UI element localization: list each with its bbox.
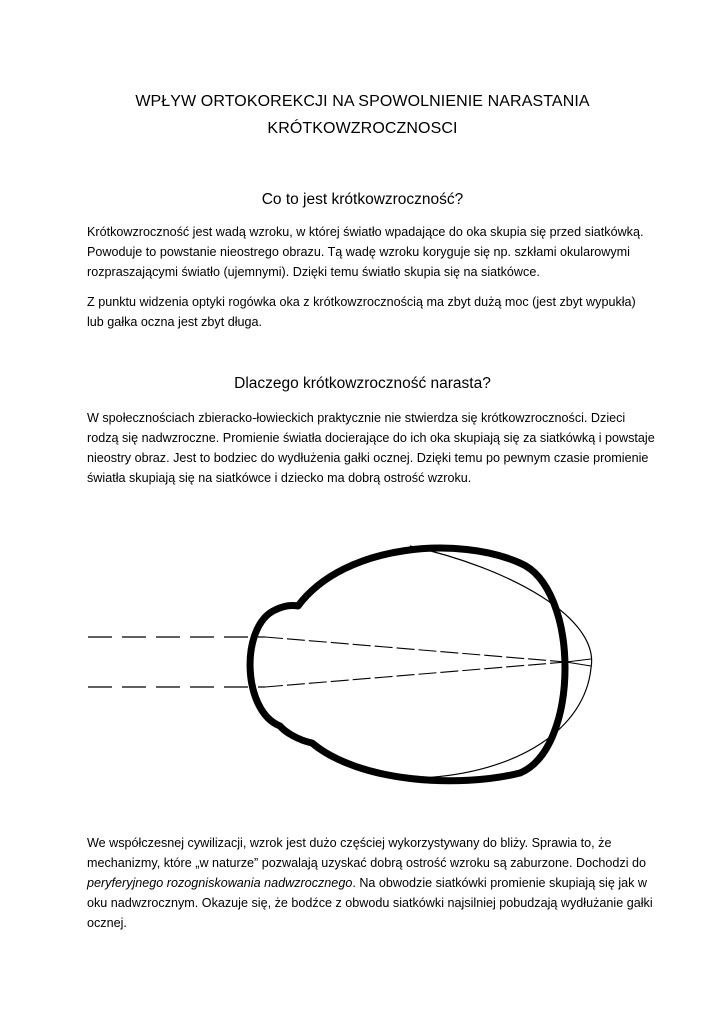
paragraph-modern-civilization [87, 833, 653, 933]
text-line: rodzą się nadwzroczne. Promienie światła docierające do ich oka skupiają się za siatkówką i powstaje [87, 431, 655, 445]
refracted-ray-bottom [265, 662, 566, 687]
text-line-mixed [87, 873, 647, 893]
eye-diagram [80, 528, 620, 788]
text-fragment: . Na obwodzie siatkówki promienie skupiają się jak w [352, 876, 648, 890]
text-line: We współczesnej cywilizacji, wzrok jest dużo częściej wykorzystywany do bliży. Sprawia to, że [87, 836, 612, 850]
text-line: Powoduje to powstanie nieostrego obrazu. Tą wadę wzroku koryguje się np. szkłami okularowymi [87, 245, 630, 259]
text-line: światła skupiają się na siatkówce i dziecko ma dobrą ostrość wzroku. [87, 471, 472, 485]
text-line: lub gałka oczna jest zbyt długa. [87, 315, 263, 329]
refracted-ray-top [265, 637, 566, 662]
text-line: rozpraszającymi światło (ujemnymi). Dzięki temu światło skupia się na siatkówce. [87, 265, 540, 279]
refracted-ray-top-tail [566, 662, 591, 666]
text-line: ocznej. [87, 916, 127, 930]
text-line: W społecznościach zbieracko-łowieckich praktycznie nie stwierdza się krótkowzroczności. Dzieci [87, 411, 626, 425]
section-heading-progression: Dlaczego krótkowzroczność narasta? [234, 375, 491, 392]
text-line: Krótkowzroczność jest wadą wzroku, w której światło wpadające do oka skupia się przed siatkówką. [87, 225, 644, 239]
document-title [0, 88, 725, 142]
paragraph-hunter-gatherers [87, 408, 655, 488]
paragraph-optics [87, 292, 647, 332]
title-line-1: WPŁYW ORTOKOREKCJI NA SPOWOLNIENIE NARASTANIA [135, 93, 590, 110]
refracted-ray-bottom-tail [566, 659, 591, 662]
title-line-2: KRÓTKOWZROCZNOSCI [267, 120, 458, 137]
italic-term: peryferyjnego rozogniskowania nadwzrocznego [87, 876, 353, 890]
text-line: mechanizmy, które „w naturze” pozwalają uzyskać dobrą ostrość wzroku są zaburzone. Dochodzi do [87, 856, 647, 870]
paragraph-myopia-definition [87, 222, 647, 282]
section-heading-myopia: Co to jest krótkowzroczność? [261, 191, 464, 208]
text-line: oku nadwzrocznym. Okazuje się, że bodźce z obwodu siatkówki najsilniej pobudzają wydłużanie gałki [87, 896, 653, 910]
text-line: Z punktu widzenia optyki rogówka oka z krótkowzrocznością ma zbyt dużą moc (jest zbyt wypukła) [87, 295, 636, 309]
text-line: nieostry obraz. Jest to bodziec do wydłużenia gałki ocznej. Dzięki temu po pewnym czasie promienie [87, 451, 649, 465]
